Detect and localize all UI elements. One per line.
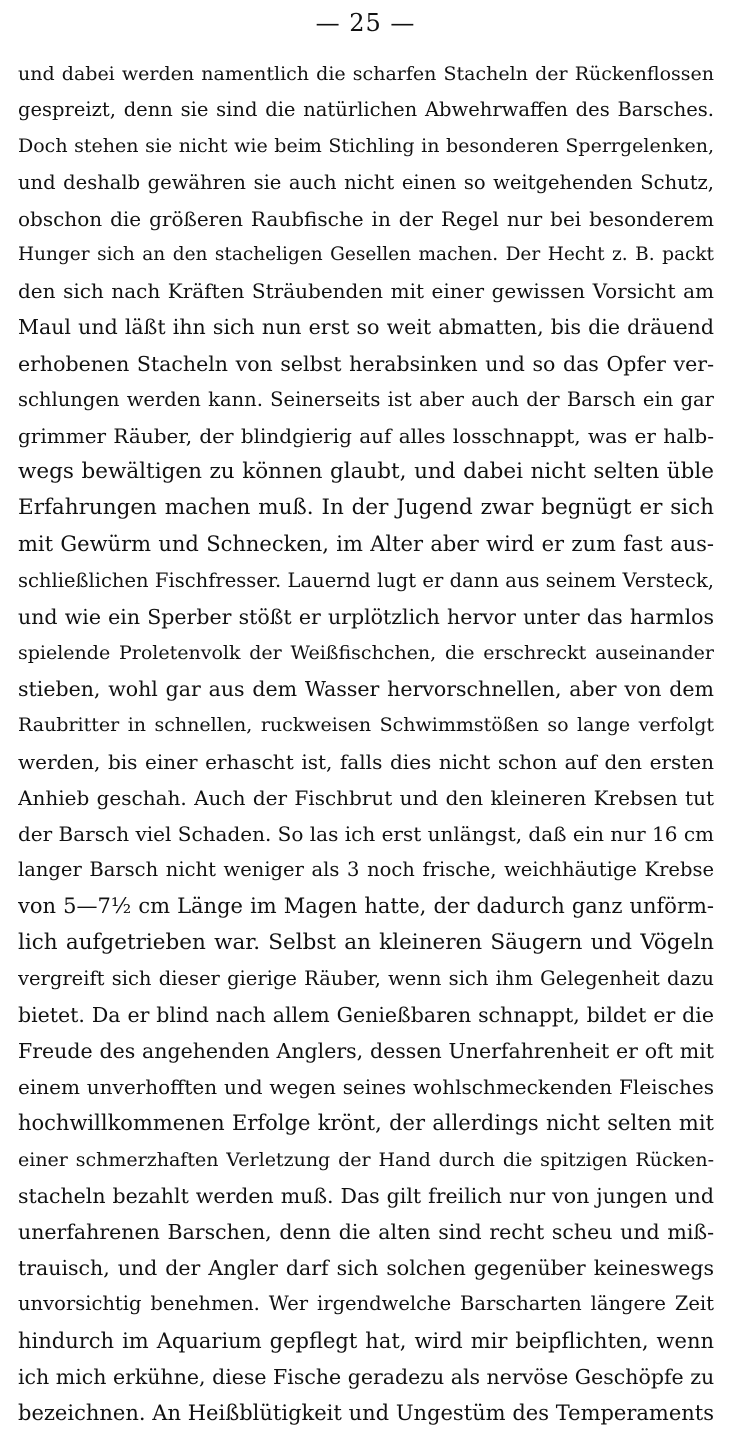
text-line: Raubritter in schnellen, ruckweisen Schwimmstößen so lange verfolgt bbox=[18, 714, 714, 737]
text-line: mit Gewürm und Schnecken, im Alter aber wird er zum fast aus- bbox=[18, 532, 714, 557]
text-line: stieben, wohl gar aus dem Wasser hervorschnellen, aber von dem bbox=[18, 677, 714, 702]
text-line: bezeichnen. An Heißblütigkeit und Ungestüm des Temperaments bbox=[18, 1400, 714, 1425]
text-line: Anhieb geschah. Auch der Fischbrut und den kleineren Krebsen tut bbox=[18, 785, 714, 810]
text-line: gespreizt, denn sie sind die natürlichen Abwehrwaffen des Barsches. bbox=[18, 98, 714, 122]
text-line: unerfahrenen Barschen, denn die alten sind recht scheu und miß- bbox=[18, 1220, 714, 1244]
text-line: und deshalb gewähren sie auch nicht einen so weitgehenden Schutz, bbox=[18, 170, 714, 194]
text-line: Maul und läßt ihn sich nun erst so weit abmatten, bis die dräuend bbox=[18, 315, 714, 340]
text-line: lich aufgetrieben war. Selbst an kleineren Säugern und Vögeln bbox=[18, 929, 714, 955]
text-line: Freude des angehenden Anglers, dessen Unerfahrenheit er oft mit bbox=[18, 1039, 714, 1064]
text-line: trauisch, und der Angler darf sich solchen gegenüber keineswegs bbox=[18, 1256, 714, 1281]
text-line: schließlichen Fischfresser. Lauernd lugt er dann aus seinem Versteck, bbox=[18, 568, 714, 592]
text-line: hochwillkommenen Erfolge krönt, der allerdings nicht selten mit bbox=[18, 1111, 714, 1136]
text-line: Hunger sich an den stacheligen Gesellen machen. Der Hecht z. B. packt bbox=[18, 243, 714, 265]
text-line: der Barsch viel Schaden. So las ich erst unlängst, daß ein nur 16 cm bbox=[18, 821, 714, 846]
text-line: grimmer Räuber, der blindgierig auf alles losschnappt, was er halb- bbox=[18, 423, 714, 448]
text-line: den sich nach Kräften Sträubenden mit einer gewissen Vorsicht am bbox=[18, 279, 714, 304]
text-line: ich mich erkühne, diese Fische geradezu als nervöse Geschöpfe zu bbox=[18, 1364, 714, 1389]
text-line: bietet. Da er blind nach allem Genießbaren schnappt, bildet er die bbox=[18, 1002, 714, 1027]
text-line: werden, bis einer erhascht ist, falls dies nicht schon auf den ersten bbox=[18, 749, 714, 774]
text-line: schlungen werden kann. Seinerseits ist aber auch der Barsch ein gar bbox=[18, 387, 714, 411]
text-line: Doch stehen sie nicht wie beim Stichling in besonderen Sperrgelenken, bbox=[18, 135, 714, 158]
text-line: wegs bewältigen zu können glaubt, und dabei nicht selten üble bbox=[18, 459, 714, 485]
text-line: erhobenen Stacheln von selbst herabsinken und so das Opfer ver- bbox=[18, 351, 714, 376]
text-line: Erfahrungen machen muß. In der Jugend zwar begnügt er sich bbox=[18, 495, 714, 521]
text-line: und wie ein Sperber stößt er urplötzlich hervor unter das harmlos bbox=[18, 604, 714, 629]
body-text bbox=[18, 56, 714, 1431]
text-line: und dabei werden namentlich die scharfen Stacheln der Rückenflossen bbox=[18, 63, 714, 85]
text-line: langer Barsch nicht weniger als 3 noch frische, weichhäutige Krebse bbox=[18, 858, 714, 882]
text-line: obschon die größeren Raubfische in der Regel nur bei besonderem bbox=[18, 206, 714, 231]
text-line: vergreift sich dieser gierige Räuber, wenn sich ihm Gelegenheit dazu bbox=[18, 966, 714, 990]
text-line: hindurch im Aquarium gepflegt hat, wird mir beipflichten, wenn bbox=[18, 1328, 714, 1353]
text-line: einer schmerzhaften Verletzung der Hand durch die spitzigen Rücken- bbox=[18, 1148, 714, 1171]
page-number: — 25 — bbox=[315, 9, 416, 37]
text-line: unvorsichtig benehmen. Wer irgendwelche Barscharten längere Zeit bbox=[18, 1292, 714, 1316]
text-line: spielende Proletenvolk der Weißfischchen, die erschreckt auseinander bbox=[18, 642, 714, 664]
text-line: von 5—7½ cm Länge im Magen hatte, der dadurch ganz unförm- bbox=[18, 894, 714, 919]
text-line: einem unverhofften und wegen seines wohlschmeckenden Fleisches bbox=[18, 1075, 714, 1100]
text-line: stacheln bezahlt werden muß. Das gilt freilich nur von jungen und bbox=[18, 1183, 714, 1208]
